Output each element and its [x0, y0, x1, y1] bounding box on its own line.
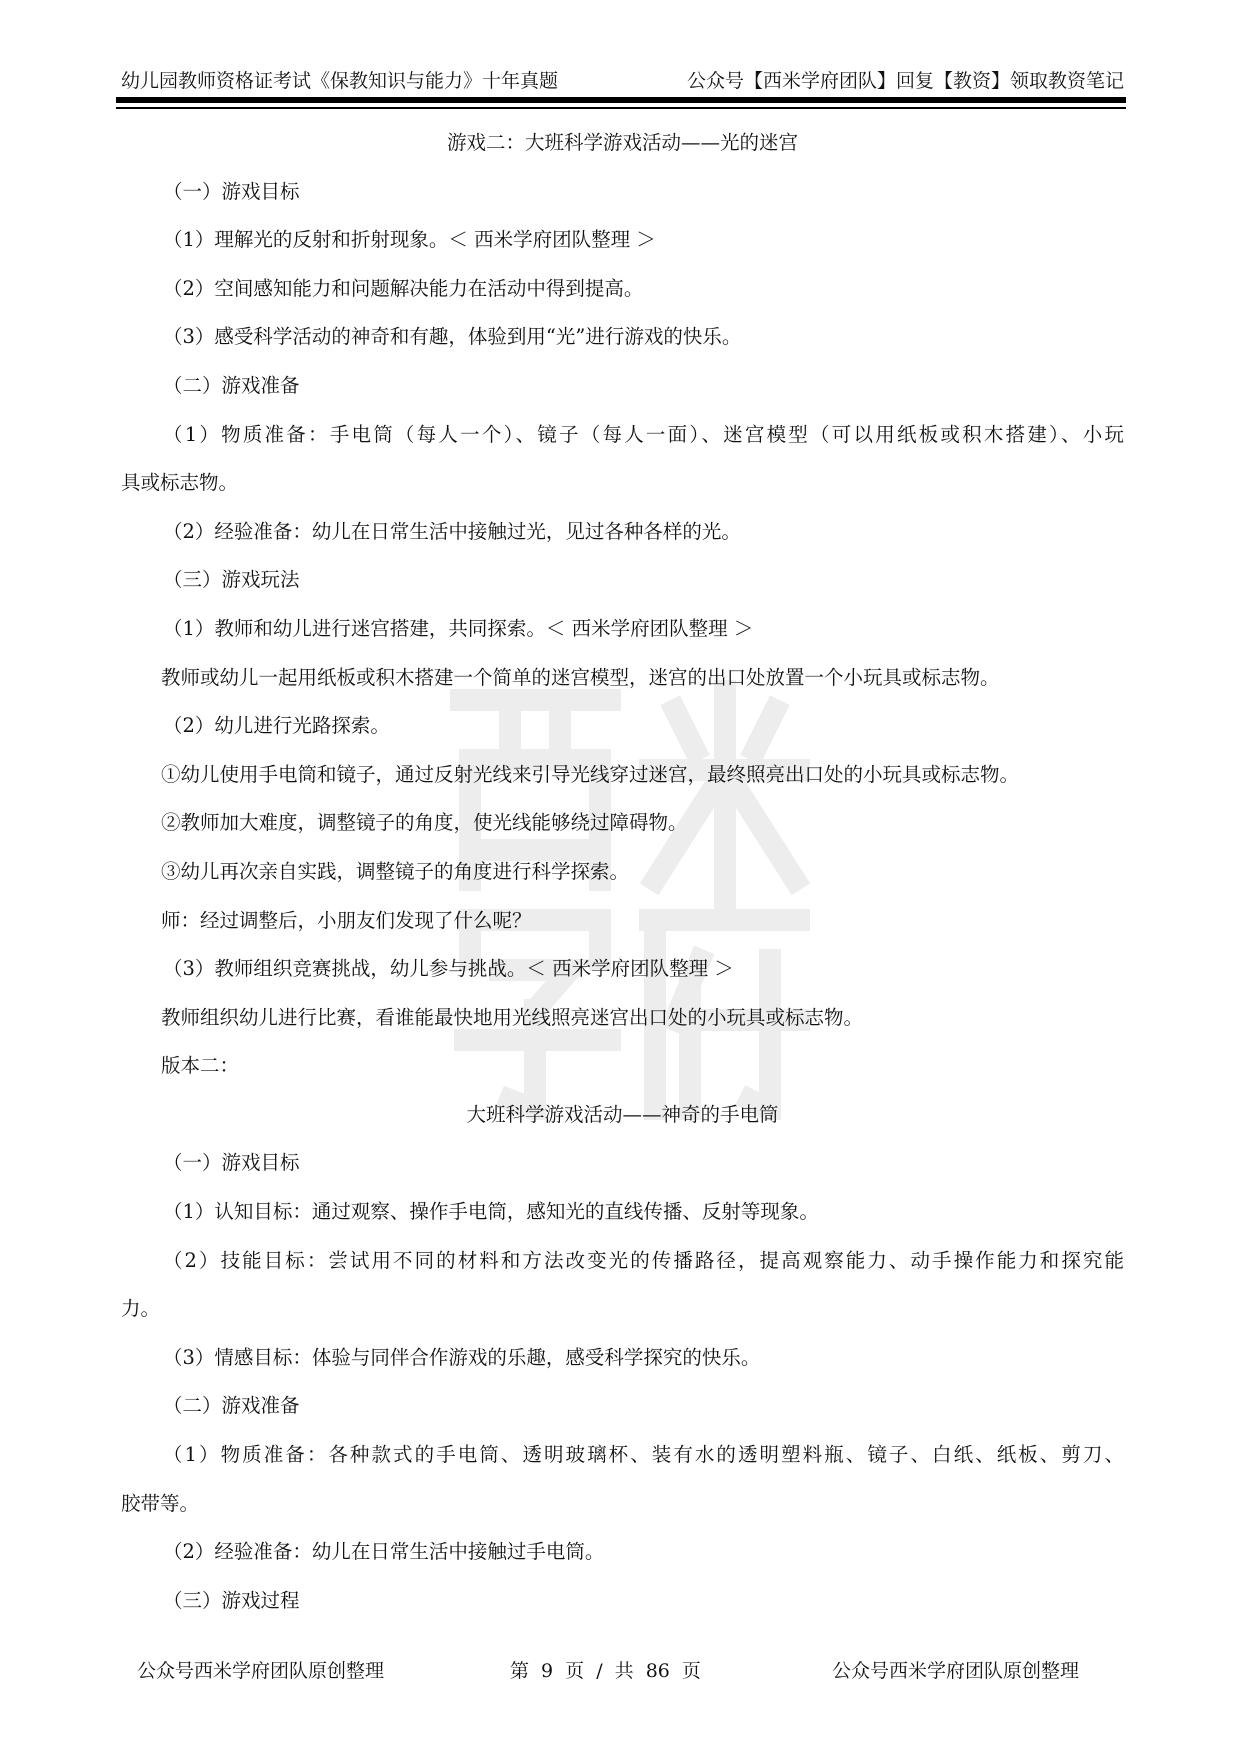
text-line: （2）空间感知能力和问题解决能力在活动中得到提高。	[163, 276, 644, 300]
text-line: 力。	[121, 1297, 161, 1321]
text-line: （二）游戏准备	[163, 373, 300, 397]
text-line: 师：经过调整后，小朋友们发现了什么呢？	[161, 908, 532, 932]
text-line: （1）物质准备：各种款式的手电筒、透明玻璃杯、装有水的透明塑料瓶、镜子、白纸、纸板、剪刀、	[163, 1443, 1124, 1467]
page-number: 第 9 页 / 共 86 页	[510, 1660, 701, 1682]
section-title: 大班科学游戏活动——神奇的手电筒	[466, 1102, 779, 1126]
text-line: （3）教师组织竞赛挑战，幼儿参与挑战。＜ 西米学府团队整理 ＞	[163, 957, 734, 981]
text-line: （三）游戏玩法	[163, 568, 300, 592]
text-line: （3）情感目标：体验与同伴合作游戏的乐趣，感受科学探究的快乐。	[163, 1345, 761, 1369]
footer-left: 公众号西米学府团队原创整理	[137, 1660, 385, 1682]
text-line: 教师组织幼儿进行比赛，看谁能最快地用光线照亮迷宫出口处的小玩具或标志物。	[161, 1005, 864, 1029]
text-line: （2）经验准备：幼儿在日常生活中接触过光，见过各种各样的光。	[163, 519, 741, 543]
text-line: 教师或幼儿一起用纸板或积木搭建一个简单的迷宫模型，迷宫的出口处放置一个小玩具或标志物。	[161, 665, 1000, 689]
text-line: （一）游戏目标	[163, 1151, 300, 1175]
text-line: ②教师加大难度，调整镜子的角度，使光线能够绕过障碍物。	[161, 811, 688, 835]
section-title: 游戏二：大班科学游戏活动——光的迷宫	[446, 131, 798, 154]
footer-right: 公众号西米学府团队原创整理	[832, 1660, 1080, 1682]
text-line: 具或标志物。	[121, 471, 239, 495]
text-line: （3）感受科学活动的神奇和有趣，体验到用“光”进行游戏的快乐。	[163, 325, 742, 349]
header-title: 幼儿园教师资格证考试《保教知识与能力》十年真题	[121, 70, 559, 92]
text-line: ①幼儿使用手电筒和镜子，通过反射光线来引导光线穿过迷宫，最终照亮出口处的小玩具或标志物。	[161, 762, 1020, 786]
text-line: （1）物质准备：手电筒（每人一个）、镜子（每人一面）、迷宫模型（可以用纸板或积木搭建）、小玩	[163, 422, 1124, 446]
text-line: 胶带等。	[121, 1491, 200, 1515]
document-body	[121, 119, 1124, 1625]
text-line: （2）幼儿进行光路探索。	[163, 714, 390, 738]
text-line: （2）技能目标：尝试用不同的材料和方法改变光的传播路径，提高观察能力、动手操作能力和探究能	[163, 1248, 1124, 1272]
header-rule-thick	[116, 97, 1126, 103]
header-rule-thin	[116, 107, 1126, 109]
text-line: 版本二：	[161, 1054, 240, 1078]
text-line: （三）游戏过程	[163, 1588, 300, 1612]
text-line: （1）教师和幼儿进行迷宫搭建，共同探索。＜ 西米学府团队整理 ＞	[163, 616, 754, 640]
text-line: （1）理解光的反射和折射现象。＜ 西米学府团队整理 ＞	[163, 228, 656, 252]
text-line: ③幼儿再次亲自实践，调整镜子的角度进行科学探索。	[161, 859, 630, 883]
text-line: （二）游戏准备	[163, 1394, 300, 1418]
text-line: （2）经验准备：幼儿在日常生活中接触过手电筒。	[163, 1540, 605, 1564]
text-line: （一）游戏目标	[163, 179, 300, 203]
header-promo: 公众号【西米学府团队】回复【教资】领取教资笔记	[686, 70, 1124, 92]
text-line: （1）认知目标：通过观察、操作手电筒，感知光的直线传播、反射等现象。	[163, 1200, 819, 1224]
